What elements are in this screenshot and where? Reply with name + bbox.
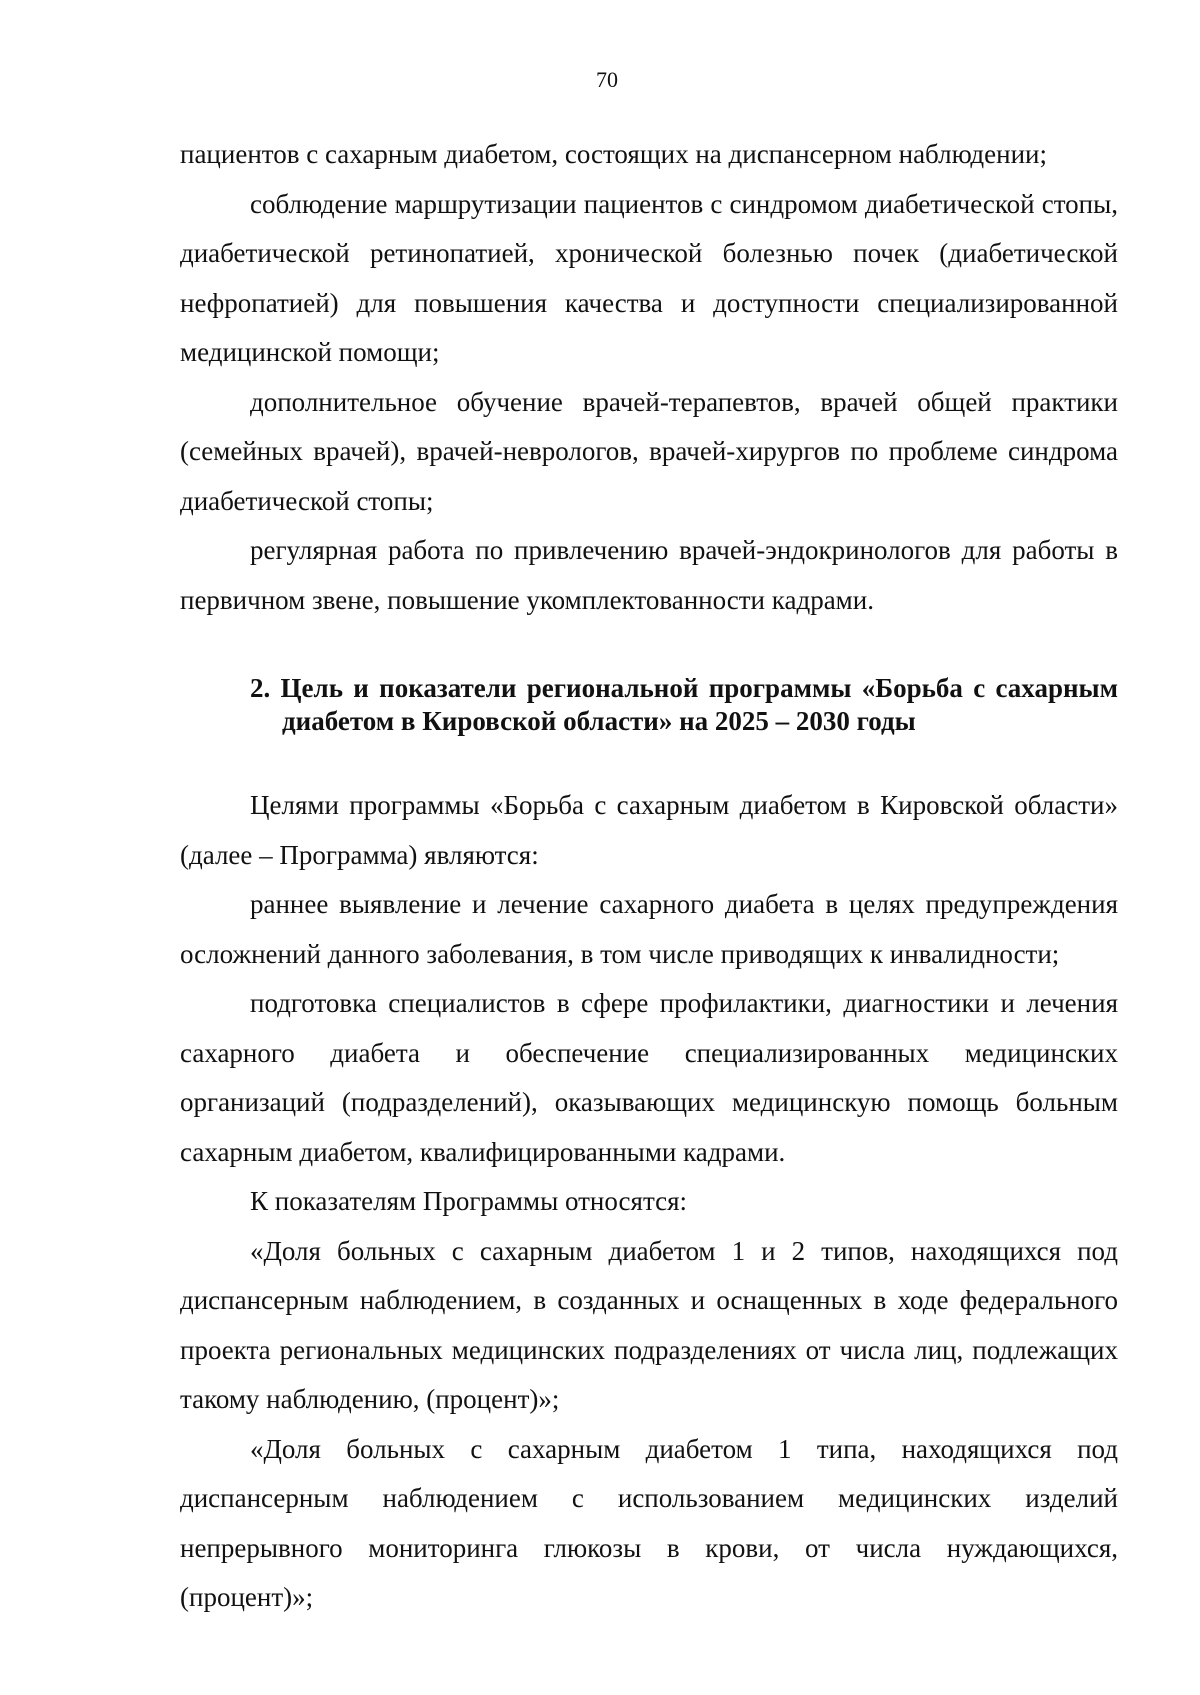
paragraph-indicator-2: «Доля больных с сахарным диабетом 1 типа, находящихся под диспансерным наблюдением с использованием медицинских изделий непрерывного мониторинга глюкозы в крови, от числа нуждающихся, (процент)»; xyxy=(180,1433,1118,1612)
paragraph-goal-specialists: подготовка специалистов в сфере профилактики, диагностики и лечения сахарного диабета и обеспечение специализированных медицинских организаций (подразделений), оказывающих медицинскую помощь больным сахарным диабетом, квалифицированными кадрами. xyxy=(180,988,1118,1167)
section-heading xyxy=(180,672,1118,738)
section-heading-line-2: диабетом в Кировской области» на 2025 – 2030 годы xyxy=(282,706,916,736)
page-number: 70 xyxy=(596,67,618,92)
section-heading-line-1: 2. Цель и показатели региональной программы «Борьба с сахарным xyxy=(250,673,1118,703)
paragraph-indicator-1: «Доля больных с сахарным диабетом 1 и 2 типов, находящихся под диспансерным наблюдением, в созданных и оснащенных в ходе федерального проекта региональных медицинских подразделениях от числа лиц, подлежащих такому наблюдению, (процент)»; xyxy=(180,1235,1118,1414)
paragraph-indicators-intro: К показателям Программы относятся: xyxy=(250,1186,687,1216)
paragraph-staffing: регулярная работа по привлечению врачей-эндокринологов для работы в первичном звене, повышение укомплектованности кадрами. xyxy=(180,535,1118,615)
paragraph-goals-intro: Целями программы «Борьба с сахарным диабетом в Кировской области» (далее – Программа) являются: xyxy=(180,790,1118,870)
paragraph-routing: соблюдение маршрутизации пациентов с синдромом диабетической стопы, диабетической ретинопатией, хронической болезнью почек (диабетической нефропатией) для повышения качества и доступности специализированной медицинской помощи; xyxy=(180,188,1118,367)
document-body xyxy=(180,130,1118,1623)
paragraph-continuation: пациентов с сахарным диабетом, состоящих на диспансерном наблюдении; xyxy=(180,139,1047,169)
paragraph-goal-early-detection: раннее выявление и лечение сахарного диабета в целях предупреждения осложнений данного заболевания, в том числе приводящих к инвалидности; xyxy=(180,889,1118,969)
paragraph-training: дополнительное обучение врачей-терапевтов, врачей общей практики (семейных врачей), врачей-неврологов, врачей-хирургов по проблеме синдрома диабетической стопы; xyxy=(180,386,1118,516)
